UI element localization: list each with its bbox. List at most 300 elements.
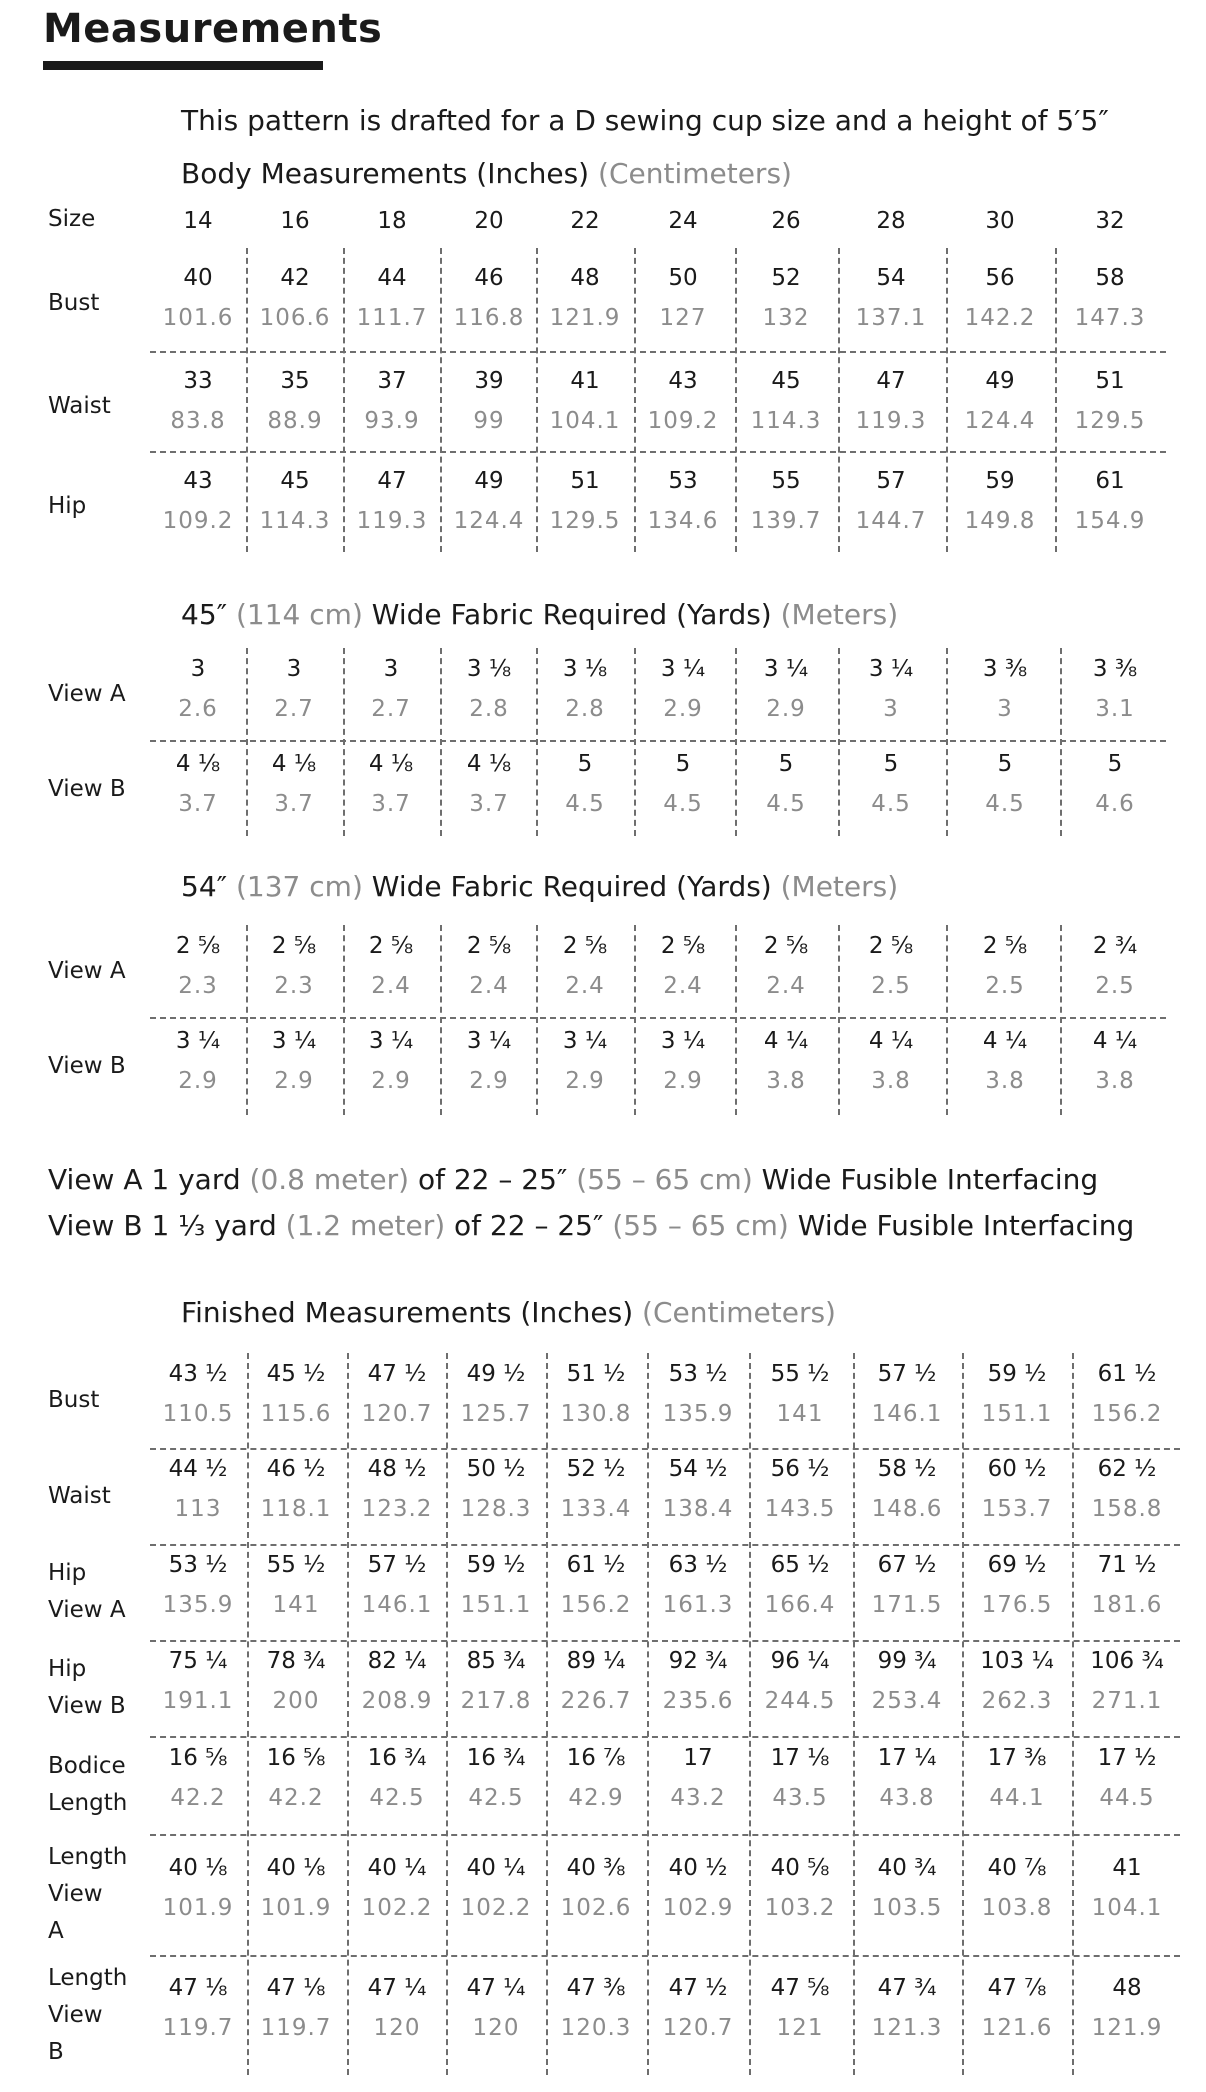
row-label-line: A	[48, 1918, 64, 1944]
heading-width: 45″	[181, 598, 236, 631]
yards-value: 3 ¼	[466, 1028, 512, 1054]
yards-value: 2 ⅝	[175, 933, 221, 959]
cm-value: 181.6	[1091, 1592, 1163, 1618]
row-label: View A	[48, 958, 126, 984]
meters-value: 2.5	[871, 973, 911, 999]
meters-value: 2.5	[985, 973, 1025, 999]
interfacing-meters: (0.8 meter)	[249, 1163, 418, 1196]
column-divider	[343, 648, 345, 836]
row-label	[48, 1478, 111, 1515]
meters-value: 2.8	[565, 696, 605, 722]
yards-value: 2 ⅝	[368, 933, 414, 959]
cm-value: 101.6	[162, 305, 234, 331]
column-divider	[440, 248, 442, 552]
cm-value: 120.7	[662, 2015, 734, 2041]
cm-value: 135.9	[162, 1592, 234, 1618]
inch-value: 47 ¼	[367, 1975, 427, 2001]
inch-value: 103 ¼	[980, 1648, 1054, 1674]
body-measurements-heading	[181, 157, 792, 190]
yards-value: 3 ¼	[868, 656, 914, 682]
page-title: Measurements	[43, 6, 383, 52]
inch-value: 40 ¾	[877, 1854, 937, 1881]
cm-value: 132	[762, 305, 810, 331]
heading-units: (Centimeters)	[598, 157, 792, 190]
yards-value: 2 ⅝	[763, 933, 809, 959]
meters-value: 2.4	[565, 973, 605, 999]
column-divider	[536, 248, 538, 552]
inch-value: 96 ¼	[770, 1648, 830, 1674]
cm-value: 138.4	[662, 1496, 734, 1522]
meters-value: 3	[997, 696, 1013, 722]
meters-value: 3.7	[371, 791, 411, 817]
yards-value: 3	[383, 656, 399, 682]
cm-value: 104.1	[549, 408, 621, 434]
yards-value: 3	[190, 656, 206, 682]
cm-value: 153.7	[981, 1496, 1053, 1522]
column-divider	[440, 925, 442, 1115]
inch-value: 40 ⅜	[566, 1854, 626, 1881]
cm-value: 130.8	[560, 1400, 632, 1427]
interfacing-line	[48, 1163, 1098, 1196]
inch-value: 40	[183, 265, 213, 291]
inch-value: 59 ½	[466, 1552, 526, 1578]
meters-value: 2.9	[469, 1068, 509, 1094]
row-label-line: Length	[48, 1844, 128, 1870]
yards-value: 2 ⅝	[868, 933, 914, 959]
column-divider	[440, 648, 442, 836]
cm-value: 253.4	[871, 1688, 943, 1714]
row-divider	[150, 1736, 1180, 1738]
inch-value: 17 ⅜	[987, 1745, 1047, 1771]
cm-value: 42.9	[568, 1785, 624, 1811]
cm-value: 88.9	[267, 408, 323, 434]
cm-value: 128.3	[460, 1496, 532, 1522]
heading-main: Body Measurements (Inches)	[181, 157, 599, 190]
interfacing-width: of 22 – 25″	[454, 1209, 613, 1242]
size-header: 30	[985, 208, 1015, 234]
column-divider	[1055, 248, 1057, 552]
inch-value: 61 ½	[1097, 1360, 1157, 1387]
inch-value: 78 ¾	[266, 1648, 326, 1674]
inch-value: 48	[1112, 1975, 1142, 2001]
fabric45-heading	[181, 598, 898, 631]
column-divider	[1072, 1353, 1074, 2075]
meters-value: 4.5	[565, 791, 605, 817]
cm-value: 119.7	[260, 2015, 332, 2041]
meters-value: 2.3	[274, 973, 314, 999]
inch-value: 60 ½	[987, 1456, 1047, 1482]
inch-value: 43 ½	[168, 1360, 228, 1387]
cm-value: 161.3	[662, 1592, 734, 1618]
cm-value: 102.6	[560, 1894, 632, 1921]
cm-value: 120	[472, 2015, 520, 2041]
yards-value: 3 ¼	[660, 656, 706, 682]
cm-value: 121.9	[1091, 2015, 1163, 2041]
inch-value: 49 ½	[466, 1360, 526, 1387]
column-divider	[1060, 925, 1062, 1115]
meters-value: 2.3	[178, 973, 218, 999]
inch-value: 57	[876, 468, 906, 494]
cm-value: 200	[272, 1688, 320, 1714]
finished-heading	[181, 1296, 836, 1329]
inch-value: 33	[183, 368, 213, 394]
cm-value: 42.2	[268, 1785, 324, 1811]
column-divider	[634, 648, 636, 836]
inch-value: 67 ½	[877, 1552, 937, 1578]
meters-value: 4.5	[871, 791, 911, 817]
cm-value: 109.2	[647, 408, 719, 434]
inch-value: 47 ¾	[877, 1975, 937, 2001]
inch-value: 56	[985, 265, 1015, 291]
inch-value: 44	[377, 265, 407, 291]
inch-value: 39	[474, 368, 504, 394]
inch-value: 47	[876, 368, 906, 394]
row-label: View A	[48, 681, 126, 707]
row-label: Waist	[48, 393, 111, 419]
cm-value: 44.5	[1099, 1785, 1155, 1811]
inch-value: 58	[1095, 265, 1125, 291]
yards-value: 4 ¼	[1092, 1028, 1138, 1054]
inch-value: 35	[280, 368, 310, 394]
heading-main: Wide Fabric Required (Yards)	[371, 870, 781, 903]
inch-value: 47 ¼	[466, 1975, 526, 2001]
size-label: Size	[48, 206, 96, 232]
cm-value: 226.7	[560, 1688, 632, 1714]
cm-value: 129.5	[1074, 408, 1146, 434]
column-divider	[634, 248, 636, 552]
heading-main: Finished Measurements (Inches)	[181, 1296, 643, 1329]
inch-value: 61 ½	[566, 1552, 626, 1578]
row-label-line: Bodice	[48, 1753, 126, 1779]
inch-value: 55	[771, 468, 801, 494]
yards-value: 3 ⅛	[562, 656, 608, 682]
cm-value: 121.3	[871, 2015, 943, 2041]
meters-value: 2.8	[469, 696, 509, 722]
cm-value: 139.7	[750, 508, 822, 534]
cm-value: 146.1	[871, 1400, 943, 1427]
yards-value: 2 ⅝	[562, 933, 608, 959]
yards-value: 3	[286, 656, 302, 682]
inch-value: 45	[771, 368, 801, 394]
interfacing-line	[48, 1209, 1134, 1242]
inch-value: 43	[183, 468, 213, 494]
row-divider	[150, 1544, 1180, 1546]
cm-value: 125.7	[460, 1400, 532, 1427]
cm-value: 114.3	[259, 508, 331, 534]
meters-value: 3.7	[274, 791, 314, 817]
inch-value: 47 ⅞	[987, 1975, 1047, 2001]
cm-value: 99	[473, 408, 505, 434]
row-divider	[150, 1955, 1180, 1957]
cm-value: 133.4	[560, 1496, 632, 1522]
row-divider	[150, 1640, 1180, 1642]
cm-value: 217.8	[460, 1688, 532, 1714]
inch-value: 48 ½	[367, 1456, 427, 1482]
meters-value: 2.9	[371, 1068, 411, 1094]
inch-value: 55 ½	[770, 1360, 830, 1387]
row-divider	[150, 451, 1166, 453]
size-header: 24	[668, 208, 698, 234]
row-label	[48, 1651, 126, 1725]
row-label-line: View	[48, 1881, 103, 1907]
column-divider	[634, 925, 636, 1115]
cm-value: 244.5	[764, 1688, 836, 1714]
meters-value: 2.7	[371, 696, 411, 722]
cm-value: 141	[272, 1592, 320, 1618]
inch-value: 50 ½	[466, 1456, 526, 1482]
cm-value: 147.3	[1074, 305, 1146, 331]
cm-value: 120.3	[560, 2015, 632, 2041]
inch-value: 75 ¼	[168, 1648, 228, 1674]
inch-value: 41	[570, 368, 600, 394]
heading-width-cm: (114 cm)	[236, 598, 372, 631]
inch-value: 92 ¾	[668, 1648, 728, 1674]
cm-value: 124.4	[964, 408, 1036, 434]
inch-value: 47 ½	[668, 1975, 728, 2001]
inch-value: 51	[570, 468, 600, 494]
cm-value: 103.8	[981, 1894, 1053, 1921]
size-header: 16	[280, 208, 310, 234]
cm-value: 120.7	[361, 1400, 433, 1427]
yards-value: 5	[778, 751, 794, 777]
column-divider	[962, 1353, 964, 2075]
inch-value: 40 ¼	[466, 1854, 526, 1881]
inch-value: 42	[280, 265, 310, 291]
row-label-line: Hip	[48, 1656, 87, 1682]
meters-value: 3.7	[469, 791, 509, 817]
inch-value: 52 ½	[566, 1456, 626, 1482]
yards-value: 5	[577, 751, 593, 777]
inch-value: 54 ½	[668, 1456, 728, 1482]
cm-value: 149.8	[964, 508, 1036, 534]
inch-value: 62 ½	[1097, 1456, 1157, 1482]
cm-value: 121.9	[549, 305, 621, 331]
row-label-line: View A	[48, 1597, 126, 1623]
cm-value: 143.5	[764, 1496, 836, 1522]
yards-value: 4 ¼	[868, 1028, 914, 1054]
row-label-line: Length	[48, 1790, 128, 1816]
inch-value: 40 ½	[668, 1854, 728, 1881]
row-label: View B	[48, 1053, 126, 1079]
interfacing-type: Wide Fusible Interfacing	[797, 1209, 1135, 1242]
yards-value: 3 ¼	[271, 1028, 317, 1054]
inch-value: 51 ½	[566, 1360, 626, 1387]
cm-value: 43.2	[670, 1785, 726, 1811]
column-divider	[536, 925, 538, 1115]
cm-value: 156.2	[560, 1592, 632, 1618]
interfacing-amount: View B 1 ⅓ yard	[48, 1209, 286, 1242]
cm-value: 154.9	[1074, 508, 1146, 534]
cm-value: 123.2	[361, 1496, 433, 1522]
inch-value: 17 ⅛	[770, 1745, 830, 1771]
yards-value: 2 ¾	[1092, 933, 1138, 959]
cm-value: 102.2	[460, 1894, 532, 1921]
cm-value: 103.5	[871, 1894, 943, 1921]
inch-value: 44 ½	[168, 1456, 228, 1482]
inch-value: 47 ⅜	[566, 1975, 626, 2001]
yards-value: 3 ⅜	[982, 656, 1028, 682]
inch-value: 17 ¼	[877, 1745, 937, 1771]
inch-value: 46 ½	[266, 1456, 326, 1482]
column-divider	[838, 925, 840, 1115]
inch-value: 45	[280, 468, 310, 494]
inch-value: 58 ½	[877, 1456, 937, 1482]
inch-value: 99 ¾	[877, 1648, 937, 1674]
inch-value: 56 ½	[770, 1456, 830, 1482]
inch-value: 17	[683, 1745, 713, 1771]
inch-value: 50	[668, 265, 698, 291]
inch-value: 69 ½	[987, 1552, 1047, 1578]
meters-value: 3.8	[766, 1068, 806, 1094]
column-divider	[1060, 648, 1062, 836]
yards-value: 5	[1107, 751, 1123, 777]
interfacing-width: of 22 – 25″	[417, 1163, 577, 1196]
interfacing-amount: View A 1 yard	[48, 1163, 250, 1196]
row-label-line: Hip	[48, 1560, 87, 1586]
meters-value: 2.7	[274, 696, 314, 722]
fabric54-heading	[181, 870, 898, 903]
inch-value: 63 ½	[668, 1552, 728, 1578]
cm-value: 42.5	[369, 1785, 425, 1811]
heading-main: Wide Fabric Required (Yards)	[371, 598, 781, 631]
cm-value: 151.1	[981, 1400, 1053, 1427]
meters-value: 2.4	[766, 973, 806, 999]
cm-value: 171.5	[871, 1592, 943, 1618]
inch-value: 37	[377, 368, 407, 394]
meters-value: 2.9	[274, 1068, 314, 1094]
inch-value: 65 ½	[770, 1552, 830, 1578]
size-header: 26	[771, 208, 801, 234]
inch-value: 43	[668, 368, 698, 394]
row-label-line: B	[48, 2038, 64, 2065]
row-label: Bust	[48, 290, 100, 316]
meters-value: 3.8	[985, 1068, 1025, 1094]
cm-value: 144.7	[855, 508, 927, 534]
inch-value: 47 ⅛	[266, 1975, 326, 2001]
row-label	[48, 1382, 99, 1419]
inch-value: 61	[1095, 468, 1125, 494]
inch-value: 16 ⅝	[266, 1745, 326, 1771]
inch-value: 40 ⅛	[168, 1854, 228, 1881]
inch-value: 46	[474, 265, 504, 291]
cm-value: 141	[776, 1400, 824, 1427]
size-header: 20	[474, 208, 504, 234]
cm-value: 119.3	[855, 408, 927, 434]
inch-value: 52	[771, 265, 801, 291]
column-divider	[246, 925, 248, 1115]
inch-value: 82 ¼	[367, 1648, 427, 1674]
column-divider	[749, 1353, 751, 2075]
yards-value: 4 ⅛	[466, 751, 512, 777]
size-header: 28	[876, 208, 906, 234]
interfacing-type: Wide Fusible Interfacing	[761, 1163, 1099, 1196]
heading-width: 54″	[181, 870, 236, 903]
cm-value: 104.1	[1091, 1894, 1163, 1921]
cm-value: 114.3	[750, 408, 822, 434]
yards-value: 5	[997, 751, 1013, 777]
inch-value: 57 ½	[367, 1552, 427, 1578]
cm-value: 271.1	[1091, 1688, 1163, 1714]
column-divider	[446, 1353, 448, 2075]
cm-value: 113	[174, 1496, 222, 1522]
meters-value: 2.4	[371, 973, 411, 999]
inch-value: 53 ½	[668, 1360, 728, 1387]
cm-value: 156.2	[1091, 1400, 1163, 1427]
meters-value: 3.8	[871, 1068, 911, 1094]
cm-value: 158.8	[1091, 1496, 1163, 1522]
cm-value: 148.6	[871, 1496, 943, 1522]
row-label-line: Waist	[48, 1482, 111, 1509]
yards-value: 3 ¼	[763, 656, 809, 682]
cm-value: 124.4	[453, 508, 525, 534]
meters-value: 2.4	[663, 973, 703, 999]
yards-value: 3 ¼	[660, 1028, 706, 1054]
inch-value: 17 ½	[1097, 1745, 1157, 1771]
cm-value: 106.6	[259, 305, 331, 331]
inch-value: 59 ½	[987, 1360, 1047, 1387]
pattern-note: This pattern is drafted for a D sewing cup size and a height of 5′5″	[181, 104, 1109, 137]
inch-value: 45 ½	[266, 1360, 326, 1387]
cm-value: 101.9	[260, 1894, 332, 1921]
meters-value: 4.5	[985, 791, 1025, 817]
cm-value: 166.4	[764, 1592, 836, 1618]
yards-value: 5	[883, 751, 899, 777]
yards-value: 3 ⅛	[466, 656, 512, 682]
column-divider	[647, 1353, 649, 2075]
column-divider	[343, 248, 345, 552]
cm-value: 111.7	[356, 305, 428, 331]
column-divider	[735, 648, 737, 836]
cm-value: 142.2	[964, 305, 1036, 331]
row-label	[48, 1839, 127, 1950]
inch-value: 40 ¼	[367, 1854, 427, 1881]
inch-value: 49	[474, 468, 504, 494]
cm-value: 121	[776, 2015, 824, 2041]
heading-units: (Meters)	[780, 598, 899, 631]
cm-value: 119.7	[162, 2015, 234, 2041]
cm-value: 115.6	[260, 1400, 332, 1427]
yards-value: 2 ⅝	[466, 933, 512, 959]
yards-value: 4 ¼	[982, 1028, 1028, 1054]
row-divider	[150, 1448, 1180, 1450]
inch-value: 106 ¾	[1090, 1648, 1164, 1674]
column-divider	[247, 1353, 249, 2075]
row-label	[48, 1960, 127, 2071]
inch-value: 53 ½	[168, 1552, 228, 1578]
column-divider	[246, 648, 248, 836]
cm-value: 118.1	[260, 1496, 332, 1522]
inch-value: 55 ½	[266, 1552, 326, 1578]
cm-value: 137.1	[855, 305, 927, 331]
inch-value: 59	[985, 468, 1015, 494]
yards-value: 4 ⅛	[271, 751, 317, 777]
inch-value: 57 ½	[877, 1360, 937, 1387]
column-divider	[343, 925, 345, 1115]
cm-value: 101.9	[162, 1894, 234, 1921]
cm-value: 235.6	[662, 1688, 734, 1714]
meters-value: 3.8	[1095, 1068, 1135, 1094]
row-divider	[150, 1834, 1180, 1836]
cm-value: 102.2	[361, 1894, 433, 1921]
meters-value: 3.7	[178, 791, 218, 817]
cm-value: 135.9	[662, 1400, 734, 1427]
meters-value: 2.9	[766, 696, 806, 722]
yards-value: 4 ⅛	[368, 751, 414, 777]
cm-value: 83.8	[170, 408, 226, 434]
yards-value: 2 ⅝	[660, 933, 706, 959]
meters-value: 2.6	[178, 696, 218, 722]
cm-value: 176.5	[981, 1592, 1053, 1618]
